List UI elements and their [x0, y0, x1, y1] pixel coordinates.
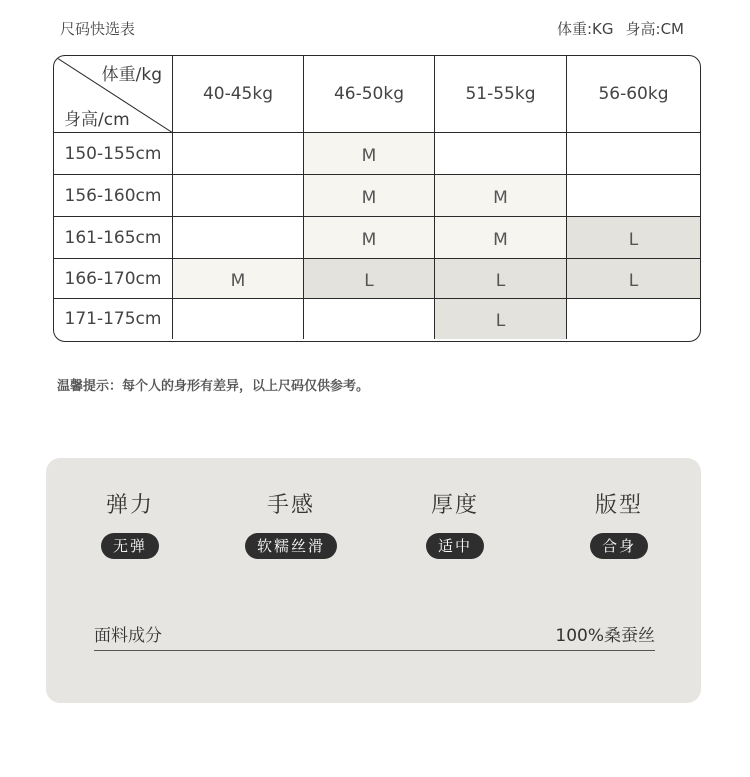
size-cell — [173, 299, 304, 339]
attribute-elasticity — [70, 488, 190, 559]
size-cell — [173, 175, 304, 217]
weight-column-header: 46-50kg — [304, 56, 435, 133]
size-cell: M — [435, 217, 567, 259]
size-cell: L — [304, 259, 435, 299]
attribute-label: 弹力 — [105, 493, 154, 518]
size-cell: L — [435, 299, 567, 339]
size-cell: M — [304, 217, 435, 259]
size-cell — [304, 299, 435, 339]
corner-height-label: 身高/cm — [64, 110, 130, 130]
attribute-hand-feel — [231, 488, 351, 559]
attribute-value-badge: 软糯丝滑 — [245, 533, 337, 559]
height-row-header: 171-175cm — [54, 299, 173, 339]
attribute-label: 版型 — [594, 493, 643, 518]
attribute-value-badge: 适中 — [426, 533, 484, 559]
size-cell: L — [435, 259, 567, 299]
weight-column-header: 40-45kg — [173, 56, 304, 133]
size-cell: L — [567, 217, 700, 259]
sizing-tip: 温馨提示：每个人的身形有差异，以上尺码仅供参考。 — [57, 379, 370, 394]
attribute-fit — [559, 488, 679, 559]
height-row-header: 156-160cm — [54, 175, 173, 217]
size-cell: L — [567, 259, 700, 299]
size-cell: M — [173, 259, 304, 299]
size-table — [53, 55, 701, 342]
attribute-thickness — [395, 488, 515, 559]
unit-legend — [557, 18, 684, 39]
size-cell — [173, 133, 304, 175]
fabric-composition-label: 面料成分 — [94, 626, 162, 646]
size-cell — [567, 299, 700, 339]
size-cell — [567, 133, 700, 175]
chart-title: 尺码快选表 — [60, 20, 136, 38]
weight-column-header: 51-55kg — [435, 56, 567, 133]
fabric-attributes-card — [46, 458, 701, 703]
weight-unit: 体重:KG — [557, 20, 614, 38]
size-cell: M — [435, 175, 567, 217]
attribute-value-badge: 合身 — [590, 533, 648, 559]
attribute-value-badge: 无弹 — [101, 533, 159, 559]
height-row-header: 166-170cm — [54, 259, 173, 299]
fabric-composition-value: 100%桑蚕丝 — [555, 626, 655, 646]
size-cell — [435, 133, 567, 175]
height-unit: 身高:CM — [625, 20, 684, 38]
size-cell: M — [304, 133, 435, 175]
weight-column-header: 56-60kg — [567, 56, 700, 133]
size-cell — [173, 217, 304, 259]
corner-header — [54, 56, 173, 133]
size-cell: M — [304, 175, 435, 217]
height-row-header: 161-165cm — [54, 217, 173, 259]
height-row-header: 150-155cm — [54, 133, 173, 175]
size-cell — [567, 175, 700, 217]
corner-weight-label: 体重/kg — [101, 65, 162, 85]
attribute-label: 厚度 — [430, 493, 479, 518]
fabric-composition-row — [94, 621, 655, 651]
attribute-label: 手感 — [266, 493, 315, 518]
